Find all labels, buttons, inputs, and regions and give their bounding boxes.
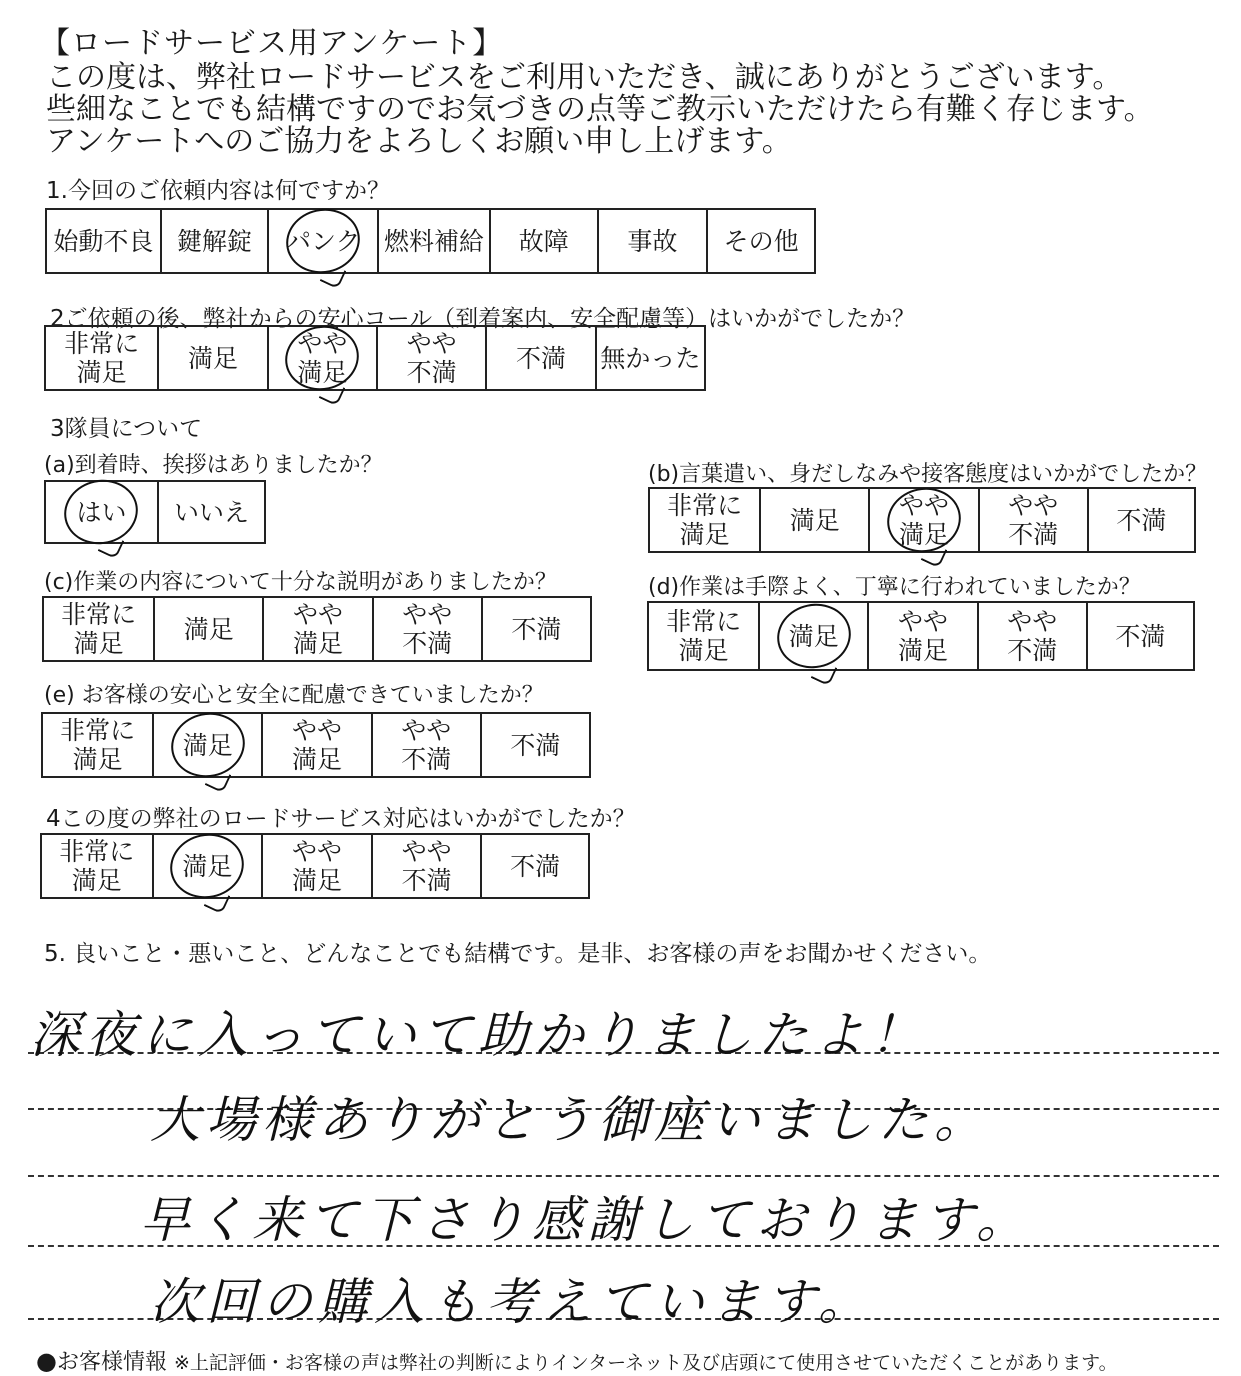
question-3e-label: (e) お客様の安心と安全に配慮できていましたか？ <box>44 683 544 708</box>
option-cell[interactable] <box>261 835 371 897</box>
option-cell[interactable] <box>480 835 588 897</box>
question-5-label: 5. 良いこと・悪いこと、どんなことでも結構です。是非、お客様の声をお聞かせください。 <box>44 941 992 967</box>
option-label: やや 満足 <box>897 607 948 665</box>
intro-line-2: 些細なことでも結構ですのでお気づきの点等ご教示いただけたら有難く存じます。 <box>46 92 1154 127</box>
option-cell[interactable] <box>371 835 481 897</box>
question-3c-options <box>42 596 592 662</box>
question-2-options <box>44 325 706 391</box>
question-4-label: 4この度の弊社のロードサービス対応はいかがでしたか？ <box>46 806 636 832</box>
question-3d-label: (d)作業は手際よく、丁寧に行われていましたか？ <box>648 575 1141 600</box>
option-cell[interactable] <box>978 489 1087 551</box>
customer-info-footer <box>36 1345 1118 1376</box>
option-label: 不満 <box>1116 505 1167 535</box>
option-cell[interactable] <box>267 210 377 272</box>
option-cell[interactable] <box>153 598 262 660</box>
option-cell[interactable] <box>267 327 376 389</box>
option-cell[interactable] <box>152 835 262 897</box>
option-label: やや 満足 <box>898 491 949 549</box>
question-3-label: 3隊員について <box>50 416 203 442</box>
option-cell[interactable] <box>261 714 370 776</box>
selection-circle-icon <box>279 319 365 397</box>
option-label: 故障 <box>518 226 569 256</box>
question-4-options <box>40 833 590 899</box>
option-label: 満足 <box>182 851 233 881</box>
option-label: やや 不満 <box>401 716 452 774</box>
question-3a-label: (a)到着時、挨拶はありましたか？ <box>44 453 383 478</box>
question-3e-options <box>41 712 591 778</box>
option-label: 不満 <box>511 614 562 644</box>
comment-line-3: 早く来て下さり感謝しております。 <box>140 1191 1032 1249</box>
option-label: やや 不満 <box>406 329 457 387</box>
option-cell[interactable] <box>481 598 590 660</box>
option-cell[interactable] <box>157 482 264 542</box>
option-label: 無かった <box>600 343 701 373</box>
option-label: 非常に 満足 <box>667 491 743 549</box>
option-label: 不満 <box>1115 621 1166 651</box>
option-label: やや 満足 <box>291 716 342 774</box>
bullet-icon: ● <box>36 1347 57 1375</box>
option-cell[interactable] <box>650 489 759 551</box>
comment-rule <box>28 1175 1219 1177</box>
option-label: 始動不良 <box>53 226 154 256</box>
option-label: 不満 <box>510 730 561 760</box>
selection-circle-icon <box>280 202 366 280</box>
option-cell[interactable] <box>480 714 589 776</box>
selection-circle-icon <box>881 481 967 559</box>
question-2-label: 2ご依頼の後、弊社からの安心コール（到着案内、安全配慮等）はいかがでしたか？ <box>50 306 916 332</box>
option-label: 非常に 満足 <box>666 607 742 665</box>
selection-circle-icon <box>165 827 251 905</box>
option-cell[interactable] <box>152 714 261 776</box>
option-label: やや 満足 <box>292 600 343 658</box>
option-label: 非常に 満足 <box>59 837 135 895</box>
comment-line-1: 深夜に入っていて助かりましたよ！ <box>30 1006 926 1064</box>
option-label: 満足 <box>183 614 234 644</box>
option-cell[interactable] <box>595 327 704 389</box>
option-cell[interactable] <box>649 603 758 669</box>
option-label: 不満 <box>510 851 561 881</box>
comment-line-4: 次回の購入も考えています。 <box>150 1273 874 1331</box>
option-label: 鍵解錠 <box>177 226 253 256</box>
option-label: やや 不満 <box>1008 491 1059 549</box>
option-cell[interactable] <box>485 327 594 389</box>
option-cell[interactable] <box>1087 489 1194 551</box>
customer-info-heading: お客様情報 <box>56 1350 167 1375</box>
option-cell[interactable] <box>46 327 157 389</box>
option-label: やや 不満 <box>402 600 453 658</box>
option-cell[interactable] <box>597 210 707 272</box>
question-3b-options <box>648 487 1196 553</box>
option-label: 非常に 満足 <box>64 329 140 387</box>
option-label: 満足 <box>789 505 840 535</box>
option-cell[interactable] <box>759 489 868 551</box>
option-label: 非常に 満足 <box>60 716 136 774</box>
option-label: 燃料補給 <box>383 226 484 256</box>
usage-note: ※上記評価・お客様の声は弊社の判断によりインターネット及び店頭にて使用させていただくことがあります。 <box>173 1352 1118 1374</box>
intro-line-1: この度は、弊社ロードサービスをご利用いただき、誠にありがとうございます。 <box>46 60 1123 95</box>
option-label: 事故 <box>627 226 678 256</box>
question-3a-options <box>44 480 266 544</box>
option-cell[interactable] <box>867 603 976 669</box>
option-label: 不満 <box>516 343 567 373</box>
option-cell[interactable] <box>46 482 157 542</box>
option-cell[interactable] <box>43 714 152 776</box>
survey-title: 【ロードサービス用アンケート】 <box>40 26 504 61</box>
option-cell[interactable] <box>977 603 1086 669</box>
option-cell[interactable] <box>262 598 371 660</box>
option-cell[interactable] <box>489 210 597 272</box>
option-cell[interactable] <box>371 714 480 776</box>
option-label: 満足 <box>182 730 233 760</box>
selection-circle-icon <box>59 473 145 551</box>
option-label: いいえ <box>173 497 249 527</box>
option-cell[interactable] <box>377 210 489 272</box>
option-label: やや 満足 <box>297 329 348 387</box>
option-label: はい <box>76 497 127 527</box>
intro-line-3: アンケートへのご協力をよろしくお願い申し上げます。 <box>46 124 792 159</box>
option-cell[interactable] <box>157 327 266 389</box>
question-1-options <box>45 208 816 274</box>
question-3b-label: (b)言葉遣い、身だしなみや接客態度はいかがでしたか？ <box>648 462 1208 487</box>
option-label: その他 <box>723 226 799 256</box>
option-cell[interactable] <box>372 598 481 660</box>
selection-circle-icon <box>771 597 857 675</box>
selection-circle-icon <box>165 706 251 784</box>
option-cell[interactable] <box>868 489 977 551</box>
option-label: やや 不満 <box>1007 607 1058 665</box>
comment-line-2: 大場様ありがとう御座いました。 <box>150 1091 990 1149</box>
option-label: やや 不満 <box>401 837 452 895</box>
option-label: 満足 <box>788 621 839 651</box>
option-cell[interactable] <box>758 603 867 669</box>
question-3c-label: (c)作業の内容について十分な説明がありましたか？ <box>44 570 557 595</box>
option-cell[interactable] <box>376 327 485 389</box>
option-cell[interactable] <box>160 210 268 272</box>
option-label: 非常に 満足 <box>61 600 137 658</box>
question-1-label: 1.今回のご依頼内容は何ですか？ <box>46 178 390 204</box>
option-label: やや 満足 <box>291 837 342 895</box>
option-cell[interactable] <box>42 835 152 897</box>
option-label: 満足 <box>187 343 238 373</box>
option-cell[interactable] <box>706 210 814 272</box>
option-cell[interactable] <box>44 598 153 660</box>
option-label: パンク <box>286 226 361 256</box>
option-cell[interactable] <box>47 210 160 272</box>
question-3d-options <box>647 601 1195 671</box>
option-cell[interactable] <box>1086 603 1193 669</box>
